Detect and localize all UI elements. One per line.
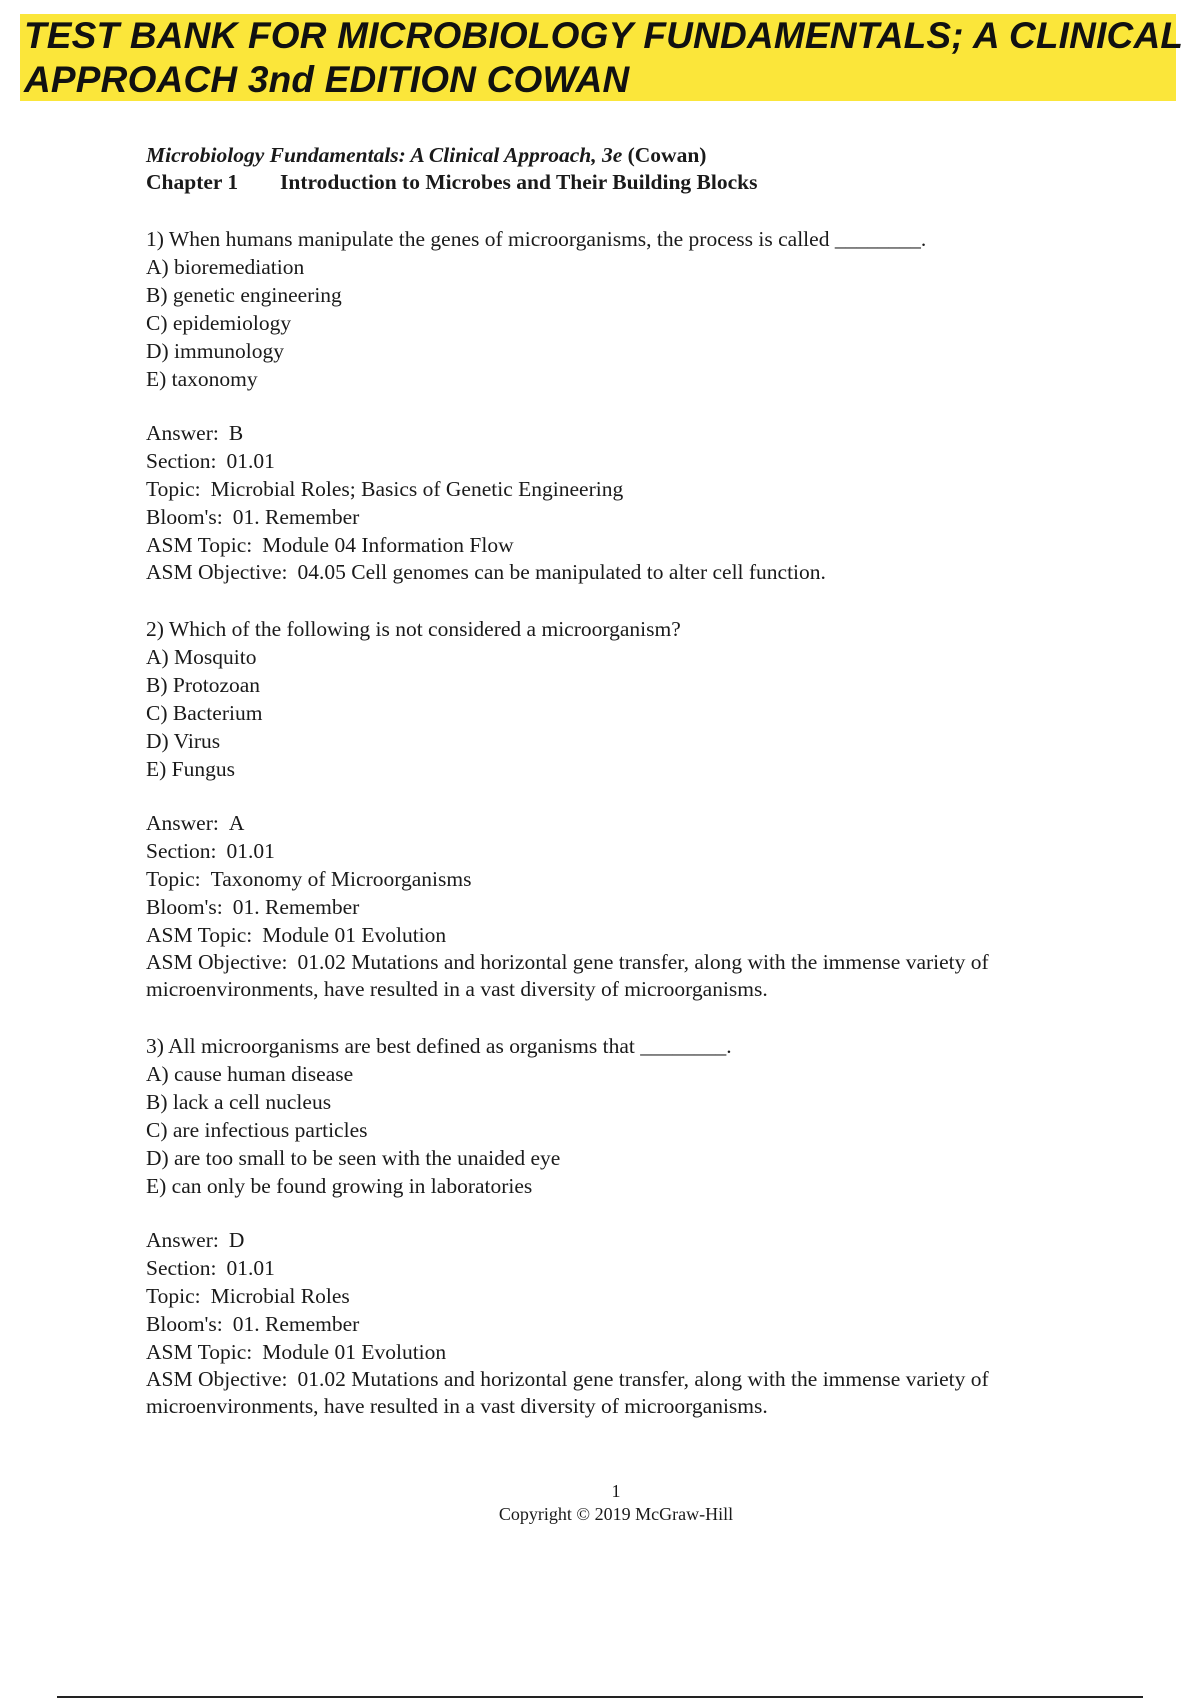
answer-row bbox=[146, 1226, 1096, 1254]
question-text: 3) All microorganisms are best defined as organisms that ________. bbox=[146, 1034, 732, 1058]
answer-label: Answer: bbox=[146, 421, 219, 445]
asm-topic-row bbox=[146, 921, 1096, 949]
option-d: D) are too small to be seen with the unaided eye bbox=[146, 1146, 561, 1170]
option-d: D) immunology bbox=[146, 339, 284, 363]
section-value: 01.01 bbox=[226, 839, 275, 863]
answer-value: D bbox=[228, 1228, 245, 1252]
answer-metadata bbox=[146, 809, 1096, 1003]
book-title: Microbiology Fundamentals: A Clinical Approach, 3e bbox=[146, 143, 623, 167]
topic-label: Topic: bbox=[146, 477, 201, 501]
question-text: 1) When humans manipulate the genes of microorganisms, the process is called ________. bbox=[146, 227, 927, 251]
section-row bbox=[146, 837, 1096, 865]
blooms-label: Bloom's: bbox=[146, 505, 223, 529]
asm-objective-row bbox=[146, 559, 1096, 586]
asm-topic-label: ASM Topic: bbox=[146, 1340, 253, 1364]
copyright-notice: Copyright © 2019 McGraw-Hill bbox=[498, 1504, 734, 1524]
asm-objective-label: ASM Objective: bbox=[146, 560, 288, 584]
asm-topic-label: ASM Topic: bbox=[146, 923, 253, 947]
answer-metadata bbox=[146, 419, 1096, 586]
banner-title-line-1: TEST BANK FOR MICROBIOLOGY FUNDAMENTALS; A CLINICAL bbox=[24, 15, 1184, 56]
option-e: E) can only be found growing in laboratories bbox=[146, 1174, 533, 1198]
option-c: C) are infectious particles bbox=[146, 1118, 368, 1142]
section-value: 01.01 bbox=[226, 1256, 275, 1280]
section-label: Section: bbox=[146, 1256, 217, 1280]
page-footer bbox=[0, 1480, 1200, 1526]
answer-value: B bbox=[228, 421, 244, 445]
book-author: (Cowan) bbox=[627, 143, 707, 167]
topic-row bbox=[146, 865, 1096, 893]
blooms-value: 01. Remember bbox=[232, 505, 360, 529]
book-heading bbox=[146, 142, 1096, 169]
asm-topic-row bbox=[146, 531, 1096, 559]
asm-topic-value: Module 01 Evolution bbox=[262, 923, 447, 947]
topic-value: Microbial Roles; Basics of Genetic Engineering bbox=[210, 477, 624, 501]
answer-metadata bbox=[146, 1226, 1096, 1420]
asm-objective-value: 04.05 Cell genomes can be manipulated to alter cell function. bbox=[297, 560, 826, 584]
answer-row bbox=[146, 809, 1096, 837]
question-1 bbox=[146, 225, 1096, 586]
option-b: B) genetic engineering bbox=[146, 283, 342, 307]
asm-objective-row bbox=[146, 1366, 1096, 1420]
asm-objective-value: 01.02 Mutations and horizontal gene transfer, along with the immense variety of microenvironments, have resulted in a vast diversity of microorganisms. bbox=[146, 950, 989, 1001]
option-c: C) epidemiology bbox=[146, 311, 292, 335]
chapter-heading bbox=[146, 169, 1096, 196]
answer-row bbox=[146, 419, 1096, 447]
page-number: 1 bbox=[611, 1481, 621, 1501]
page-divider bbox=[57, 1696, 1143, 1698]
option-b: B) lack a cell nucleus bbox=[146, 1090, 332, 1114]
banner-title-line-2: APPROACH 3nd EDITION COWAN bbox=[24, 59, 630, 100]
blooms-row bbox=[146, 1310, 1096, 1338]
asm-objective-label: ASM Objective: bbox=[146, 1367, 288, 1391]
asm-objective-label: ASM Objective: bbox=[146, 950, 288, 974]
topic-label: Topic: bbox=[146, 867, 201, 891]
title-banner bbox=[20, 14, 1184, 101]
chapter-number: Chapter 1 bbox=[146, 170, 239, 194]
document-body bbox=[146, 142, 1096, 1420]
question-text: 2) Which of the following is not considered a microorganism? bbox=[146, 617, 681, 641]
option-e: E) Fungus bbox=[146, 757, 235, 781]
asm-topic-value: Module 01 Evolution bbox=[262, 1340, 447, 1364]
asm-objective-value: 01.02 Mutations and horizontal gene transfer, along with the immense variety of microenvironments, have resulted in a vast diversity of microorganisms. bbox=[146, 1367, 989, 1418]
topic-value: Taxonomy of Microorganisms bbox=[210, 867, 472, 891]
section-value: 01.01 bbox=[226, 449, 275, 473]
section-row bbox=[146, 447, 1096, 475]
blooms-label: Bloom's: bbox=[146, 895, 223, 919]
section-label: Section: bbox=[146, 449, 217, 473]
option-c: C) Bacterium bbox=[146, 701, 263, 725]
option-d: D) Virus bbox=[146, 729, 221, 753]
topic-row bbox=[146, 475, 1096, 503]
blooms-row bbox=[146, 893, 1096, 921]
option-a: A) cause human disease bbox=[146, 1062, 354, 1086]
asm-topic-row bbox=[146, 1338, 1096, 1366]
topic-label: Topic: bbox=[146, 1284, 201, 1308]
topic-row bbox=[146, 1282, 1096, 1310]
option-a: A) Mosquito bbox=[146, 645, 257, 669]
section-label: Section: bbox=[146, 839, 217, 863]
question-3 bbox=[146, 1032, 1096, 1420]
answer-label: Answer: bbox=[146, 1228, 219, 1252]
option-b: B) Protozoan bbox=[146, 673, 261, 697]
chapter-title: Introduction to Microbes and Their Building Blocks bbox=[280, 170, 758, 194]
topic-value: Microbial Roles bbox=[210, 1284, 350, 1308]
blooms-value: 01. Remember bbox=[232, 1312, 360, 1336]
option-a: A) bioremediation bbox=[146, 255, 305, 279]
answer-label: Answer: bbox=[146, 811, 219, 835]
blooms-label: Bloom's: bbox=[146, 1312, 223, 1336]
asm-topic-label: ASM Topic: bbox=[146, 533, 253, 557]
question-2 bbox=[146, 615, 1096, 1003]
blooms-value: 01. Remember bbox=[232, 895, 360, 919]
answer-value: A bbox=[228, 811, 245, 835]
section-row bbox=[146, 1254, 1096, 1282]
blooms-row bbox=[146, 503, 1096, 531]
asm-topic-value: Module 04 Information Flow bbox=[262, 533, 514, 557]
option-e: E) taxonomy bbox=[146, 367, 258, 391]
asm-objective-row bbox=[146, 949, 1096, 1003]
